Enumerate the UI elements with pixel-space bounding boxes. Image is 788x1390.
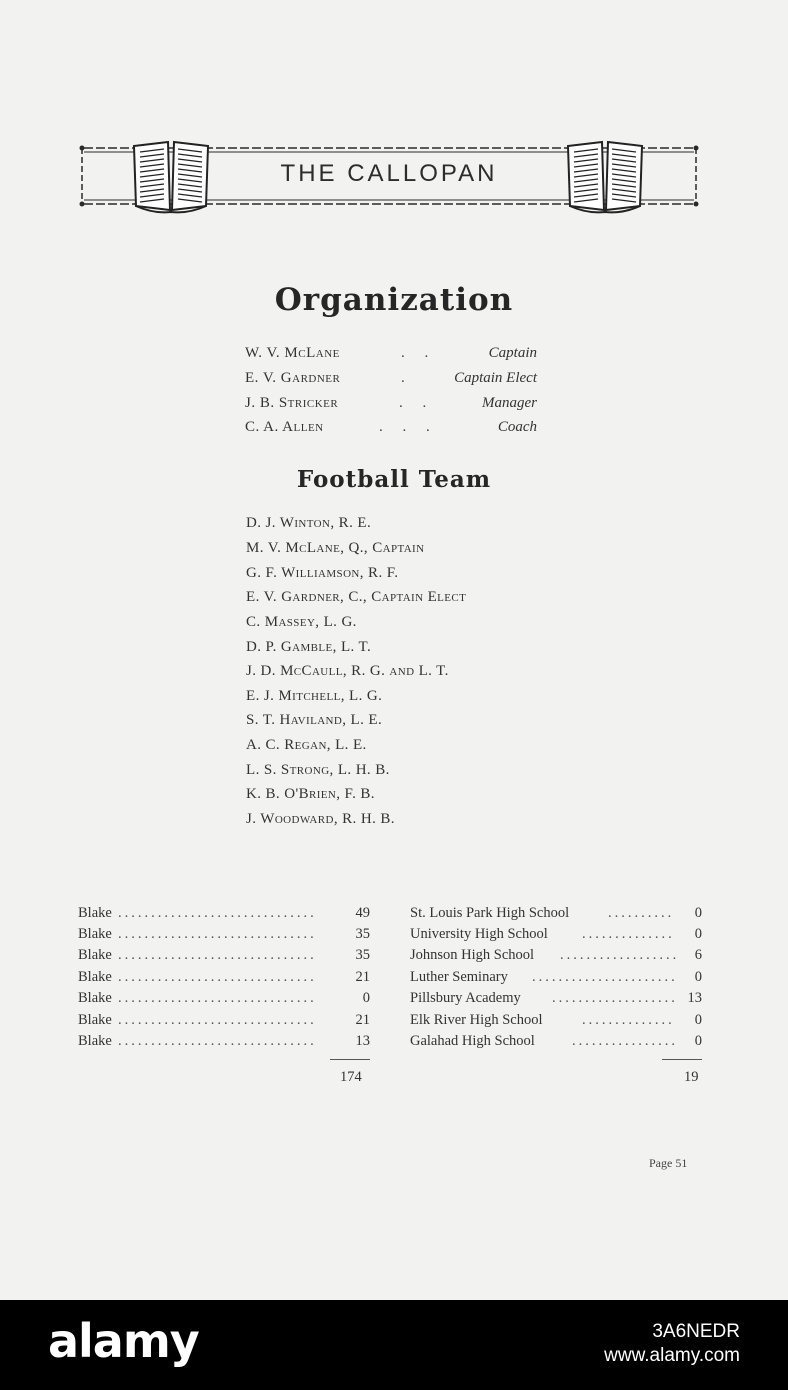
leader-dots: .............................. [118, 1012, 317, 1028]
team-name: Blake [78, 990, 112, 1006]
team-name: Blake [78, 1012, 112, 1028]
blake-score-row [78, 947, 370, 968]
sum-rule [330, 1059, 370, 1060]
leader-dots: ...................... [532, 969, 678, 985]
blake-score: 0 [362, 990, 370, 1006]
opponent-score: 0 [694, 905, 702, 921]
org-name: J. B. Stricker [245, 395, 339, 411]
leader-dots: . . [401, 345, 437, 361]
player-entry: E. J. Mitchell, L. G. [246, 688, 383, 704]
leader-dots: .............. [582, 1012, 675, 1028]
opponent-total: 19 [684, 1069, 699, 1085]
site-url: www.alamy.com [604, 1345, 740, 1366]
player-entry: K. B. O'Brien, F. B. [246, 786, 375, 802]
leader-dots: ................ [572, 1033, 678, 1049]
image-id: 3A6NEDR [652, 1321, 740, 1342]
leader-dots: . [401, 370, 413, 386]
blake-total: 174 [340, 1069, 362, 1085]
blake-score-row [78, 926, 370, 947]
team-name: Blake [78, 926, 112, 942]
leader-dots: .................. [560, 947, 680, 963]
leader-dots: .............. [582, 926, 675, 942]
opponent-name: St. Louis Park High School [410, 905, 570, 921]
opponent-name: Pillsbury Academy [410, 990, 521, 1006]
opponent-score: 6 [694, 947, 702, 963]
watermark-bar [0, 1300, 788, 1390]
player-entry: G. F. Williamson, R. F. [246, 565, 399, 581]
leader-dots: .............................. [118, 969, 317, 985]
opponent-score: 13 [687, 990, 702, 1006]
player-entry: J. Woodward, R. H. B. [246, 811, 395, 827]
opponent-score-row [410, 990, 702, 1011]
opponent-score-row [410, 1033, 702, 1054]
blake-score: 35 [355, 926, 370, 942]
blake-score: 13 [355, 1033, 370, 1049]
opponent-name: Elk River High School [410, 1012, 543, 1028]
leader-dots: .............................. [118, 905, 317, 921]
banner-title: THE CALLOPAN [280, 160, 498, 187]
player-entry: D. J. Winton, R. E. [246, 515, 372, 531]
leader-dots: . . . [379, 419, 438, 435]
opponent-score: 0 [694, 1033, 702, 1049]
blake-score-row [78, 1012, 370, 1033]
player-entry: C. Massey, L. G. [246, 614, 357, 630]
opponent-score: 0 [694, 926, 702, 942]
player-entry: L. S. Strong, L. H. B. [246, 762, 390, 778]
blake-score: 21 [355, 969, 370, 985]
opponent-name: Luther Seminary [410, 969, 508, 985]
opponent-name: University High School [410, 926, 548, 942]
leader-dots: .......... [608, 905, 675, 921]
opponent-score-row [410, 969, 702, 990]
player-entry: D. P. Gamble, L. T. [246, 639, 372, 655]
sum-rule [662, 1059, 702, 1060]
org-role: Manager [482, 395, 537, 411]
leader-dots: .............................. [118, 990, 317, 1006]
org-role: Coach [497, 419, 537, 435]
blake-score-row [78, 905, 370, 926]
blake-score: 35 [355, 947, 370, 963]
alamy-logo: alamy [48, 1314, 199, 1368]
org-row [245, 419, 537, 443]
player-entry: A. C. Regan, L. E. [246, 737, 367, 753]
opponent-name: Galahad High School [410, 1033, 535, 1049]
blake-score-row [78, 1033, 370, 1054]
opponent-score-row [410, 905, 702, 926]
team-name: Blake [78, 1033, 112, 1049]
player-entry: E. V. Gardner, C., Captain Elect [246, 589, 467, 605]
opponent-score-row [410, 947, 702, 968]
opponent-score: 0 [694, 969, 702, 985]
organization-heading: Organization [274, 282, 514, 318]
leader-dots: .............................. [118, 1033, 317, 1049]
opponent-name: Johnson High School [410, 947, 535, 963]
opponent-score-row [410, 926, 702, 947]
org-row [245, 370, 537, 394]
team-heading: Football Team [296, 466, 492, 493]
org-name: W. V. McLane [245, 345, 340, 361]
page-number: Page 51 [649, 1156, 688, 1170]
player-entry: M. V. McLane, Q., Captain [246, 540, 425, 556]
team-name: Blake [78, 969, 112, 985]
leader-dots: ................... [552, 990, 678, 1006]
image-credit [604, 1320, 740, 1368]
org-name: E. V. Gardner [245, 370, 341, 386]
opponent-score: 0 [694, 1012, 702, 1028]
leader-dots: .............................. [118, 926, 317, 942]
title-banner [78, 136, 700, 220]
blake-score: 21 [355, 1012, 370, 1028]
team-name: Blake [78, 947, 112, 963]
team-name: Blake [78, 905, 112, 921]
org-row [245, 345, 537, 369]
leader-dots: .............................. [118, 947, 317, 963]
player-entry: J. D. McCaull, R. G. and L. T. [246, 663, 449, 679]
org-role: Captain Elect [454, 370, 537, 386]
org-row [245, 395, 537, 419]
opponent-score-row [410, 1012, 702, 1033]
org-name: C. A. Allen [245, 419, 324, 435]
blake-score-row [78, 969, 370, 990]
leader-dots: . . [399, 395, 435, 411]
blake-score-row [78, 990, 370, 1011]
org-role: Captain [488, 345, 537, 361]
blake-score: 49 [355, 905, 370, 921]
player-entry: S. T. Haviland, L. E. [246, 712, 383, 728]
